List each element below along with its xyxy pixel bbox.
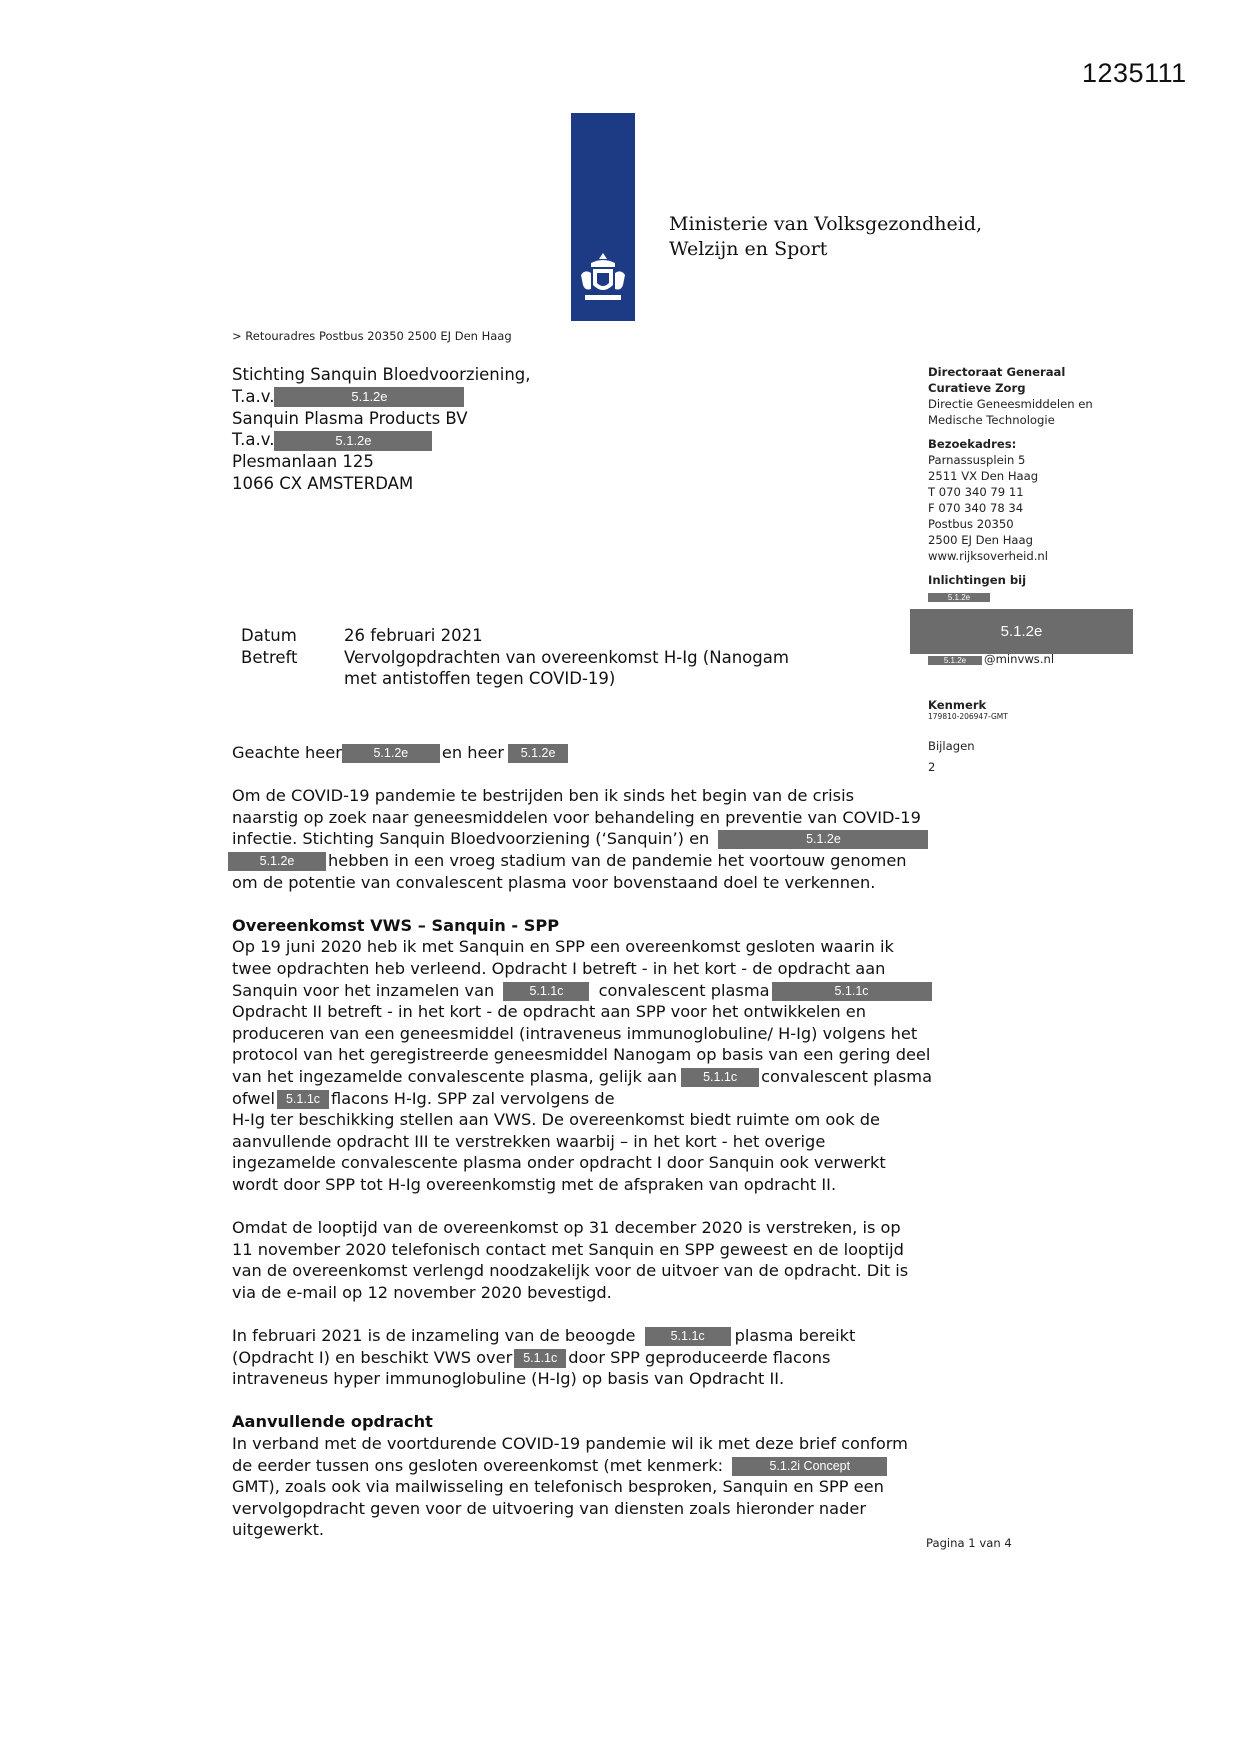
address-line: [232, 386, 531, 408]
body-line: [232, 828, 932, 850]
body-line: [232, 980, 932, 1002]
body-line: twee opdrachten heb verleend. Opdracht I betreft - in het kort - de opdracht aan: [232, 958, 886, 978]
letter-meta: [241, 625, 789, 690]
text: convalescent plasma: [598, 980, 770, 1000]
address-line: Sanquin Plasma Products BV: [232, 408, 468, 428]
redaction-box: 5.1.1c: [681, 1068, 759, 1087]
recipient-address: [232, 364, 531, 495]
body-line: [232, 1347, 932, 1369]
body-line: [232, 1066, 932, 1088]
body-line: GMT), zoals ook via mailwisseling en telefonisch besproken, Sanquin en SPP een: [232, 1477, 884, 1497]
body-line: naarstig op zoek naar geneesmiddelen voor behandeling en preventie van COVID-19: [232, 807, 921, 827]
text: de eerder tussen ons gesloten overeenkomst (met kenmerk:: [232, 1455, 724, 1475]
phone-number: T 070 340 79 11: [928, 485, 1024, 499]
body-line: [232, 1455, 932, 1477]
salutation: [232, 742, 932, 764]
page-number: Pagina 1 van 4: [926, 1536, 1012, 1550]
ministry-logo-bar: [571, 113, 635, 321]
contact-email: [928, 652, 1054, 666]
betreft-value: Vervolgopdrachten van overeenkomst H-Ig (Nanogam: [344, 647, 789, 667]
datum-label: Datum: [241, 626, 297, 645]
redaction-box: 5.1.1c: [772, 982, 932, 1001]
postbus-line: Postbus 20350: [928, 517, 1014, 531]
ministry-name: [669, 212, 982, 262]
body-line: [232, 1325, 932, 1347]
body-line: ingezamelde convalescente plasma onder opdracht I door Sanquin ook verwerkt: [232, 1153, 886, 1173]
body-line: In verband met de voortdurende COVID-19 pandemie wil ik met deze brief conform: [232, 1434, 908, 1453]
directorate-line: Directie Geneesmiddelen en: [928, 397, 1093, 411]
text: Sanquin voor het inzamelen van: [232, 980, 495, 1000]
section-heading: Aanvullende opdracht: [232, 1412, 433, 1432]
section-heading: Overeenkomst VWS – Sanquin - SPP: [232, 915, 560, 935]
info-label: Inlichtingen bij: [928, 573, 1027, 587]
ministry-name-line2: Welzijn en Sport: [669, 238, 828, 260]
body-line: intraveneus hyper immunoglobuline (H-Ig) op basis van Opdracht II.: [232, 1369, 785, 1389]
betreft-label: Betreft: [241, 647, 298, 667]
dg-line: Directoraat Generaal: [928, 365, 1066, 379]
redaction-box: 5.1.2e: [928, 656, 982, 665]
betreft-value: met antistoffen tegen COVID-19): [344, 669, 616, 688]
address-line: 1066 CX AMSTERDAM: [232, 473, 414, 493]
redaction-box: 5.1.2e: [928, 593, 990, 602]
body-line: Opdracht II betreft - in het kort - de opdracht aan SPP voor het ontwikkelen en: [232, 1002, 866, 1022]
website-link[interactable]: www.rijksoverheid.nl: [928, 549, 1048, 563]
body-line: [232, 1088, 932, 1110]
directorate-line: Medische Technologie: [928, 413, 1055, 427]
body-line: Op 19 juni 2020 heb ik met Sanquin en SPP een overeenkomst gesloten waarin ik: [232, 937, 894, 957]
redaction-box: 5.1.2e: [274, 431, 432, 451]
redaction-box: 5.1.1c: [514, 1349, 566, 1368]
redaction-box: 5.1.2i Concept: [732, 1457, 887, 1476]
body-line: Om de COVID-19 pandemie te bestrijden ben ik sinds het begin van de crisis: [232, 786, 855, 806]
redaction-box: 5.1.2e: [274, 387, 464, 407]
letter-body: [232, 742, 932, 1541]
body-line: om de potentie van convalescent plasma voor bovenstaand doel te verkennen.: [232, 872, 876, 892]
text: hebben in een vroeg stadium van de pandemie het voortouw genomen: [328, 850, 907, 870]
visit-address-line: 2511 VX Den Haag: [928, 469, 1039, 483]
body-line: via de e-mail op 12 november 2020 bevestigd.: [232, 1282, 612, 1302]
reference-block: [928, 698, 1008, 721]
text: plasma bereikt: [734, 1326, 856, 1346]
visit-address-label: Bezoekadres:: [928, 437, 1017, 451]
text: convalescent plasma: [761, 1066, 932, 1086]
address-line: [232, 429, 531, 451]
return-address: > Retouradres Postbus 20350 2500 EJ Den Haag: [232, 329, 512, 343]
redaction-box: 5.1.2e: [228, 852, 326, 871]
text: (Opdracht I) en beschikt VWS over: [232, 1347, 513, 1367]
address-line: Plesmanlaan 125: [232, 452, 374, 472]
redaction-box: 5.1.2e: [910, 609, 1133, 654]
body-line: wordt door SPP tot H-Ig overeenkomstig met de afspraken van opdracht II.: [232, 1174, 837, 1194]
body-line: H-Ig ter beschikking stellen aan VWS. De overeenkomst biedt ruimte om ook de: [232, 1110, 880, 1130]
redaction-box: 5.1.1c: [277, 1090, 329, 1109]
datum-value: 26 februari 2021: [344, 626, 483, 645]
body-line: produceren van een geneesmiddel (intraveneus immunoglobuline/ H-Ig) volgens het: [232, 1023, 918, 1043]
text: van het ingezamelde convalescente plasma, gelijk aan: [232, 1066, 678, 1086]
fax-number: F 070 340 78 34: [928, 501, 1024, 515]
body-line: 11 november 2020 telefonisch contact met Sanquin en SPP geweest en de looptijd: [232, 1239, 904, 1259]
redaction-box: 5.1.1c: [503, 982, 589, 1001]
email-domain: @minvws.nl: [984, 652, 1055, 666]
text: ofwel: [232, 1088, 276, 1108]
redaction-box: 5.1.2e: [508, 744, 568, 763]
tav-label: T.a.v.: [232, 386, 275, 406]
address-line: Stichting Sanquin Bloedvoorziening,: [232, 365, 531, 384]
kenmerk-label: Kenmerk: [928, 698, 987, 712]
tav-label: T.a.v.: [232, 430, 275, 450]
bijlagen-label: Bijlagen: [928, 739, 975, 753]
redaction-box: 5.1.2e: [718, 830, 928, 849]
text: In februari 2021 is de inzameling van de beoogde: [232, 1326, 636, 1346]
document-id: 1235111: [1082, 58, 1187, 88]
dg-line: Curatieve Zorg: [928, 381, 1026, 395]
royal-crest-icon: [577, 249, 629, 305]
body-line: van de overeenkomst verlengd noodzakelijk voor de uitvoer van de opdracht. Dit is: [232, 1261, 909, 1281]
redaction-box: 5.1.1c: [645, 1327, 731, 1346]
text: flacons H-Ig. SPP zal vervolgens de: [331, 1088, 615, 1108]
body-line: aanvullende opdracht III te verstrekken waarbij – in het kort - het overige: [232, 1131, 826, 1151]
bijlagen-value: 2: [928, 760, 936, 774]
text: Geachte heer: [232, 743, 342, 762]
sender-sidebar: [928, 364, 1138, 604]
body-line: Omdat de looptijd van de overeenkomst op 31 december 2020 is verstreken, is op: [232, 1218, 901, 1238]
body-line: uitgewerkt.: [232, 1520, 325, 1540]
postcode-line: 2500 EJ Den Haag: [928, 533, 1034, 547]
redaction-box: 5.1.2e: [342, 744, 440, 763]
attachments-block: [928, 736, 975, 778]
body-line: vervolgopdracht geven voor de uitvoering van diensten zoals hieronder nader: [232, 1498, 866, 1518]
text: en heer: [441, 743, 505, 762]
kenmerk-value: 179810-206947-GMT: [928, 712, 1008, 721]
text: door SPP geproduceerde flacons: [568, 1347, 831, 1367]
visit-address-line: Parnassusplein 5: [928, 453, 1026, 467]
ministry-name-line1: Ministerie van Volksgezondheid,: [669, 213, 983, 235]
body-line: [232, 850, 932, 872]
body-line: protocol van het geregistreerde geneesmiddel Nanogam op basis van een gering deel: [232, 1045, 931, 1065]
text: infectie. Stichting Sanquin Bloedvoorziening (‘Sanquin’) en: [232, 829, 710, 849]
